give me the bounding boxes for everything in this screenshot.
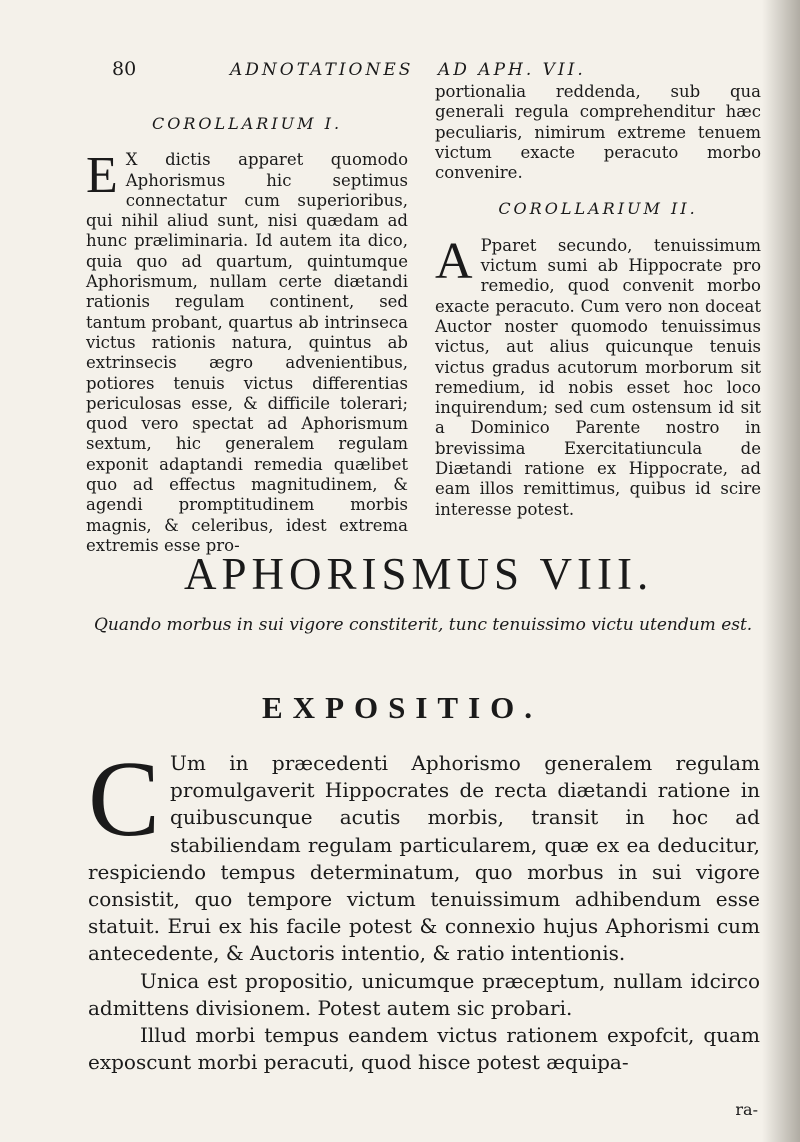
expositio-paragraph-1 [88, 740, 760, 968]
drop-cap: E [86, 147, 118, 205]
expositio-body [88, 740, 760, 1076]
corollary-1-text [86, 147, 408, 556]
left-column [86, 114, 408, 556]
corollary-1-body: X dictis apparet quomodo Aphorismus hic septimus connectatur cum superioribus, qui nihil aliud sunt, nisi quædam ad hunc præliminaria. Id autem ita dico, quia quo ad quartum, quintumque Aphorismum, nullam certe diætandi rationis regulam continent, sed tantum probant, quartus ab intrinseca victus rationis natura, quintus ab extrinsecis ægro advenientibus, potiores tenuis victus differentias periculosas esse, & difficile tolerari; quod vero spectat ad Aphorismum sextum, hic generalem regulam exponit adaptandi remedia quælibet quo ad effectus magnitudinem, & agendi promptitudinem morbis magnis, & celeribus, idest extrema extremis esse pro- [86, 150, 408, 555]
corollary-1-title: COROLLARIUM I. [151, 114, 343, 133]
expositio-heading: EXPOSITIO. [262, 690, 543, 725]
drop-cap: C [88, 740, 161, 859]
running-title-continued: AD APH. VII. [438, 60, 586, 80]
running-title: ADNOTATIONES [230, 60, 414, 80]
page-edge-shadow [762, 0, 800, 1142]
expositio-para-1-text: Um in præcedenti Aphorismo generalem regulam promulgaverit Hippocrates de recta diætandi ratione in quibuscunque acutis morbis, transit in hoc ad stabiliendam regulam particularem, quæ ex ea deducitur, respiciendo tempus determinatum, quo morbus in sui vigore consistit, quo tempore victum tenuissimum adhibendum esse statuit. Erui ex his facile potest & connexio hujus Aphorismi cum antecedente, & Auctoris intentio, & ratio intentionis. [88, 751, 760, 966]
catchword: ra- [735, 1100, 758, 1119]
corollary-2-text [435, 232, 761, 520]
page-number: 80 [112, 58, 137, 80]
aphorism-heading: APHORISMUS VIII. [184, 549, 654, 599]
continuation-text: portionalia reddenda, sub qua generali regula comprehenditur hæc peculiaris, nimirum extreme tenuem victum exacte peracuto morbo convenire. [435, 82, 761, 183]
corollary-2-title: COROLLARIUM II. [498, 199, 698, 219]
expositio-paragraph-3: Illud morbi tempus eandem victus rationem expofcit, quam exposcunt morbi peracuti, quod hisce potest æquipa- [88, 1023, 760, 1075]
aphorism-text: Quando morbus in sui vigore constiterit, tunc tenuissimo victu utendum est. [94, 615, 753, 635]
right-column [435, 82, 761, 520]
expositio-paragraph-2: Unica est propositio, unicumque præceptum, nullam idcirco admittens divisionem. Potest autem sic probari. [88, 968, 760, 1020]
corollary-2-body: Pparet secundo, tenuissimum victum sumi ab Hippocrate pro remedio, quod convenit morbo exacte peracuto. Cum vero non doceat Auctor noster quomodo tenuissimus victus, aut alius quicunque tenuis victus gradus acutorum morborum sit remedium, id nobis esset hoc loco inquirendum; sed cum ostensum id sit a Dominico Parente nostro in brevissima Exercitatiuncula de Diætandi ratione ex Hippocrate, ad eam illos remittimus, quibus id scire interesse potest. [435, 235, 761, 519]
drop-cap: A [435, 232, 473, 290]
